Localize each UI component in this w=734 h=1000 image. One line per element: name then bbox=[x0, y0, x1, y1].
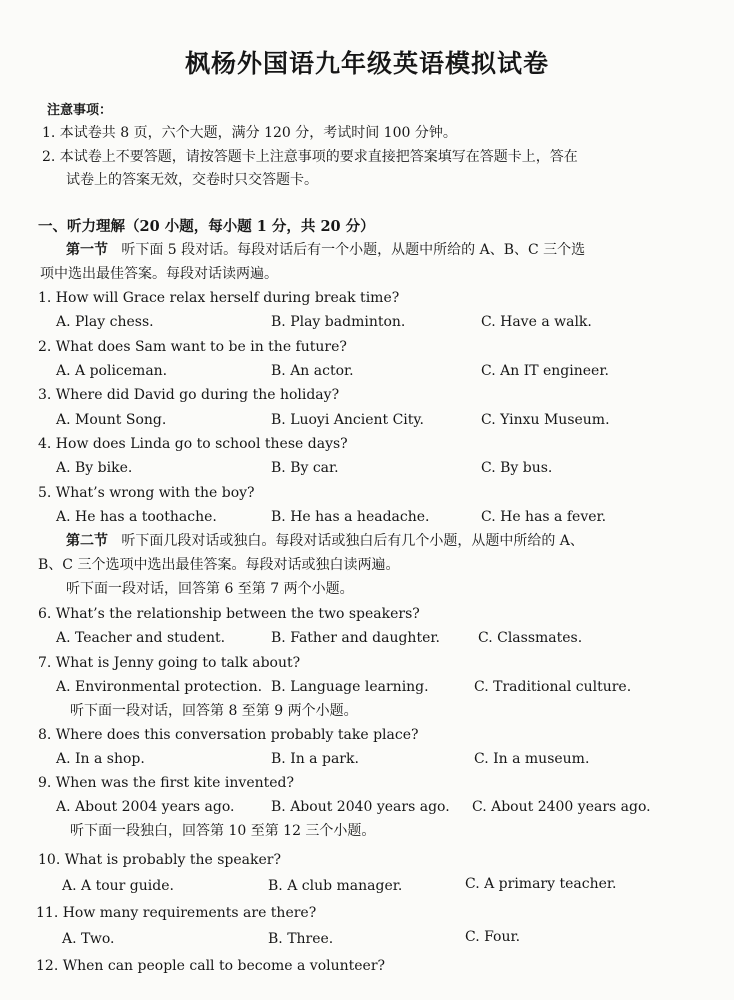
question-4: 4. How does Linda go to school these days? bbox=[38, 436, 348, 452]
option-a: A. Mount Song. bbox=[56, 412, 167, 428]
question-6: 6. What’s the relationship between the two speakers? bbox=[38, 606, 420, 622]
option-b: B. Language learning. bbox=[271, 679, 429, 695]
option-a: A. Play chess. bbox=[56, 314, 154, 330]
option-c: C. He has a fever. bbox=[481, 509, 607, 525]
option-c: C. Have a walk. bbox=[481, 314, 592, 330]
option-a: A. Teacher and student. bbox=[56, 630, 226, 646]
part2-instruction-cont: B、C 三个选项中选出最佳答案。每段对话或独白读两遍。 bbox=[38, 557, 400, 573]
notice-item-1: 1. 本试卷共 8 页，六个大题，满分 120 分，考试时间 100 分钟。 bbox=[42, 125, 457, 141]
section-heading-listening: 一、听力理解（20 小题，每小题 1 分，共 20 分） bbox=[38, 218, 375, 235]
option-a: A. Environmental protection. bbox=[56, 679, 263, 695]
question-9: 9. When was the first kite invented? bbox=[38, 775, 295, 791]
listening-cue-3: 听下面一段独白，回答第 10 至第 12 三个小题。 bbox=[70, 823, 376, 839]
part1-instruction bbox=[66, 241, 585, 259]
option-c: C. An IT engineer. bbox=[481, 363, 609, 379]
option-a: A. Two. bbox=[62, 931, 115, 947]
option-a: A. He has a toothache. bbox=[56, 509, 217, 525]
option-b: B. He has a headache. bbox=[271, 509, 430, 525]
question-3: 3. Where did David go during the holiday? bbox=[38, 387, 340, 403]
question-8: 8. Where does this conversation probably take place? bbox=[38, 727, 419, 743]
part2-instruction bbox=[66, 532, 584, 550]
option-b: B. By car. bbox=[271, 460, 339, 476]
option-b: B. Father and daughter. bbox=[271, 630, 440, 646]
question-1: 1. How will Grace relax herself during break time? bbox=[38, 290, 400, 306]
option-b: B. Luoyi Ancient City. bbox=[271, 412, 424, 428]
option-c: C. By bus. bbox=[481, 460, 553, 476]
question-12: 12. When can people call to become a volunteer? bbox=[36, 958, 386, 974]
notice-heading: 注意事项： bbox=[47, 103, 113, 118]
option-b: B. Play badminton. bbox=[271, 314, 406, 330]
listening-cue-1: 听下面一段对话，回答第 6 至第 7 两个小题。 bbox=[66, 581, 354, 597]
option-a: A. A tour guide. bbox=[62, 878, 174, 894]
option-a: A. A policeman. bbox=[56, 363, 168, 379]
listening-cue-2: 听下面一段对话，回答第 8 至第 9 两个小题。 bbox=[70, 703, 358, 719]
part1-instruction-text: 听下面 5 段对话。每段对话后有一个小题，从题中所给的 A、B、C 三个选 bbox=[121, 242, 586, 258]
question-5: 5. What’s wrong with the boy? bbox=[38, 485, 255, 501]
option-a: A. In a shop. bbox=[56, 751, 145, 767]
notice-item-2-cont: 试卷上的答案无效，交卷时只交答题卡。 bbox=[66, 172, 318, 188]
page-title: 枫杨外国语九年级英语模拟试卷 bbox=[184, 49, 549, 78]
notice-item-2: 2. 本试卷上不要答题，请按答题卡上注意事项的要求直接把答案填写在答题卡上，答在 bbox=[42, 149, 578, 165]
option-c: C. Classmates. bbox=[478, 630, 583, 646]
part1-label: 第一节 bbox=[66, 242, 108, 258]
option-c: C. About 2400 years ago. bbox=[472, 799, 651, 815]
part2-instruction-text: 听下面几段对话或独白。每段对话或独白后有几个小题，从题中所给的 A、 bbox=[121, 533, 584, 549]
option-a: A. About 2004 years ago. bbox=[56, 799, 235, 815]
question-10: 10. What is probably the speaker? bbox=[38, 852, 281, 868]
question-7: 7. What is Jenny going to talk about? bbox=[38, 655, 301, 671]
part2-label: 第二节 bbox=[66, 533, 108, 549]
option-c: C. Traditional culture. bbox=[474, 679, 632, 695]
option-c: C. Four. bbox=[465, 929, 521, 945]
option-b: B. An actor. bbox=[271, 363, 354, 379]
question-11: 11. How many requirements are there? bbox=[36, 905, 317, 921]
option-b: B. A club manager. bbox=[268, 878, 403, 894]
option-b: B. About 2040 years ago. bbox=[271, 799, 450, 815]
option-b: B. Three. bbox=[268, 931, 334, 947]
option-c: C. Yinxu Museum. bbox=[481, 412, 610, 428]
option-c: C. A primary teacher. bbox=[465, 876, 617, 892]
option-b: B. In a park. bbox=[271, 751, 359, 767]
option-a: A. By bike. bbox=[56, 460, 133, 476]
part1-instruction-cont: 项中选出最佳答案。每段对话读两遍。 bbox=[40, 266, 278, 282]
option-c: C. In a museum. bbox=[474, 751, 590, 767]
question-2: 2. What does Sam want to be in the future? bbox=[38, 339, 347, 355]
